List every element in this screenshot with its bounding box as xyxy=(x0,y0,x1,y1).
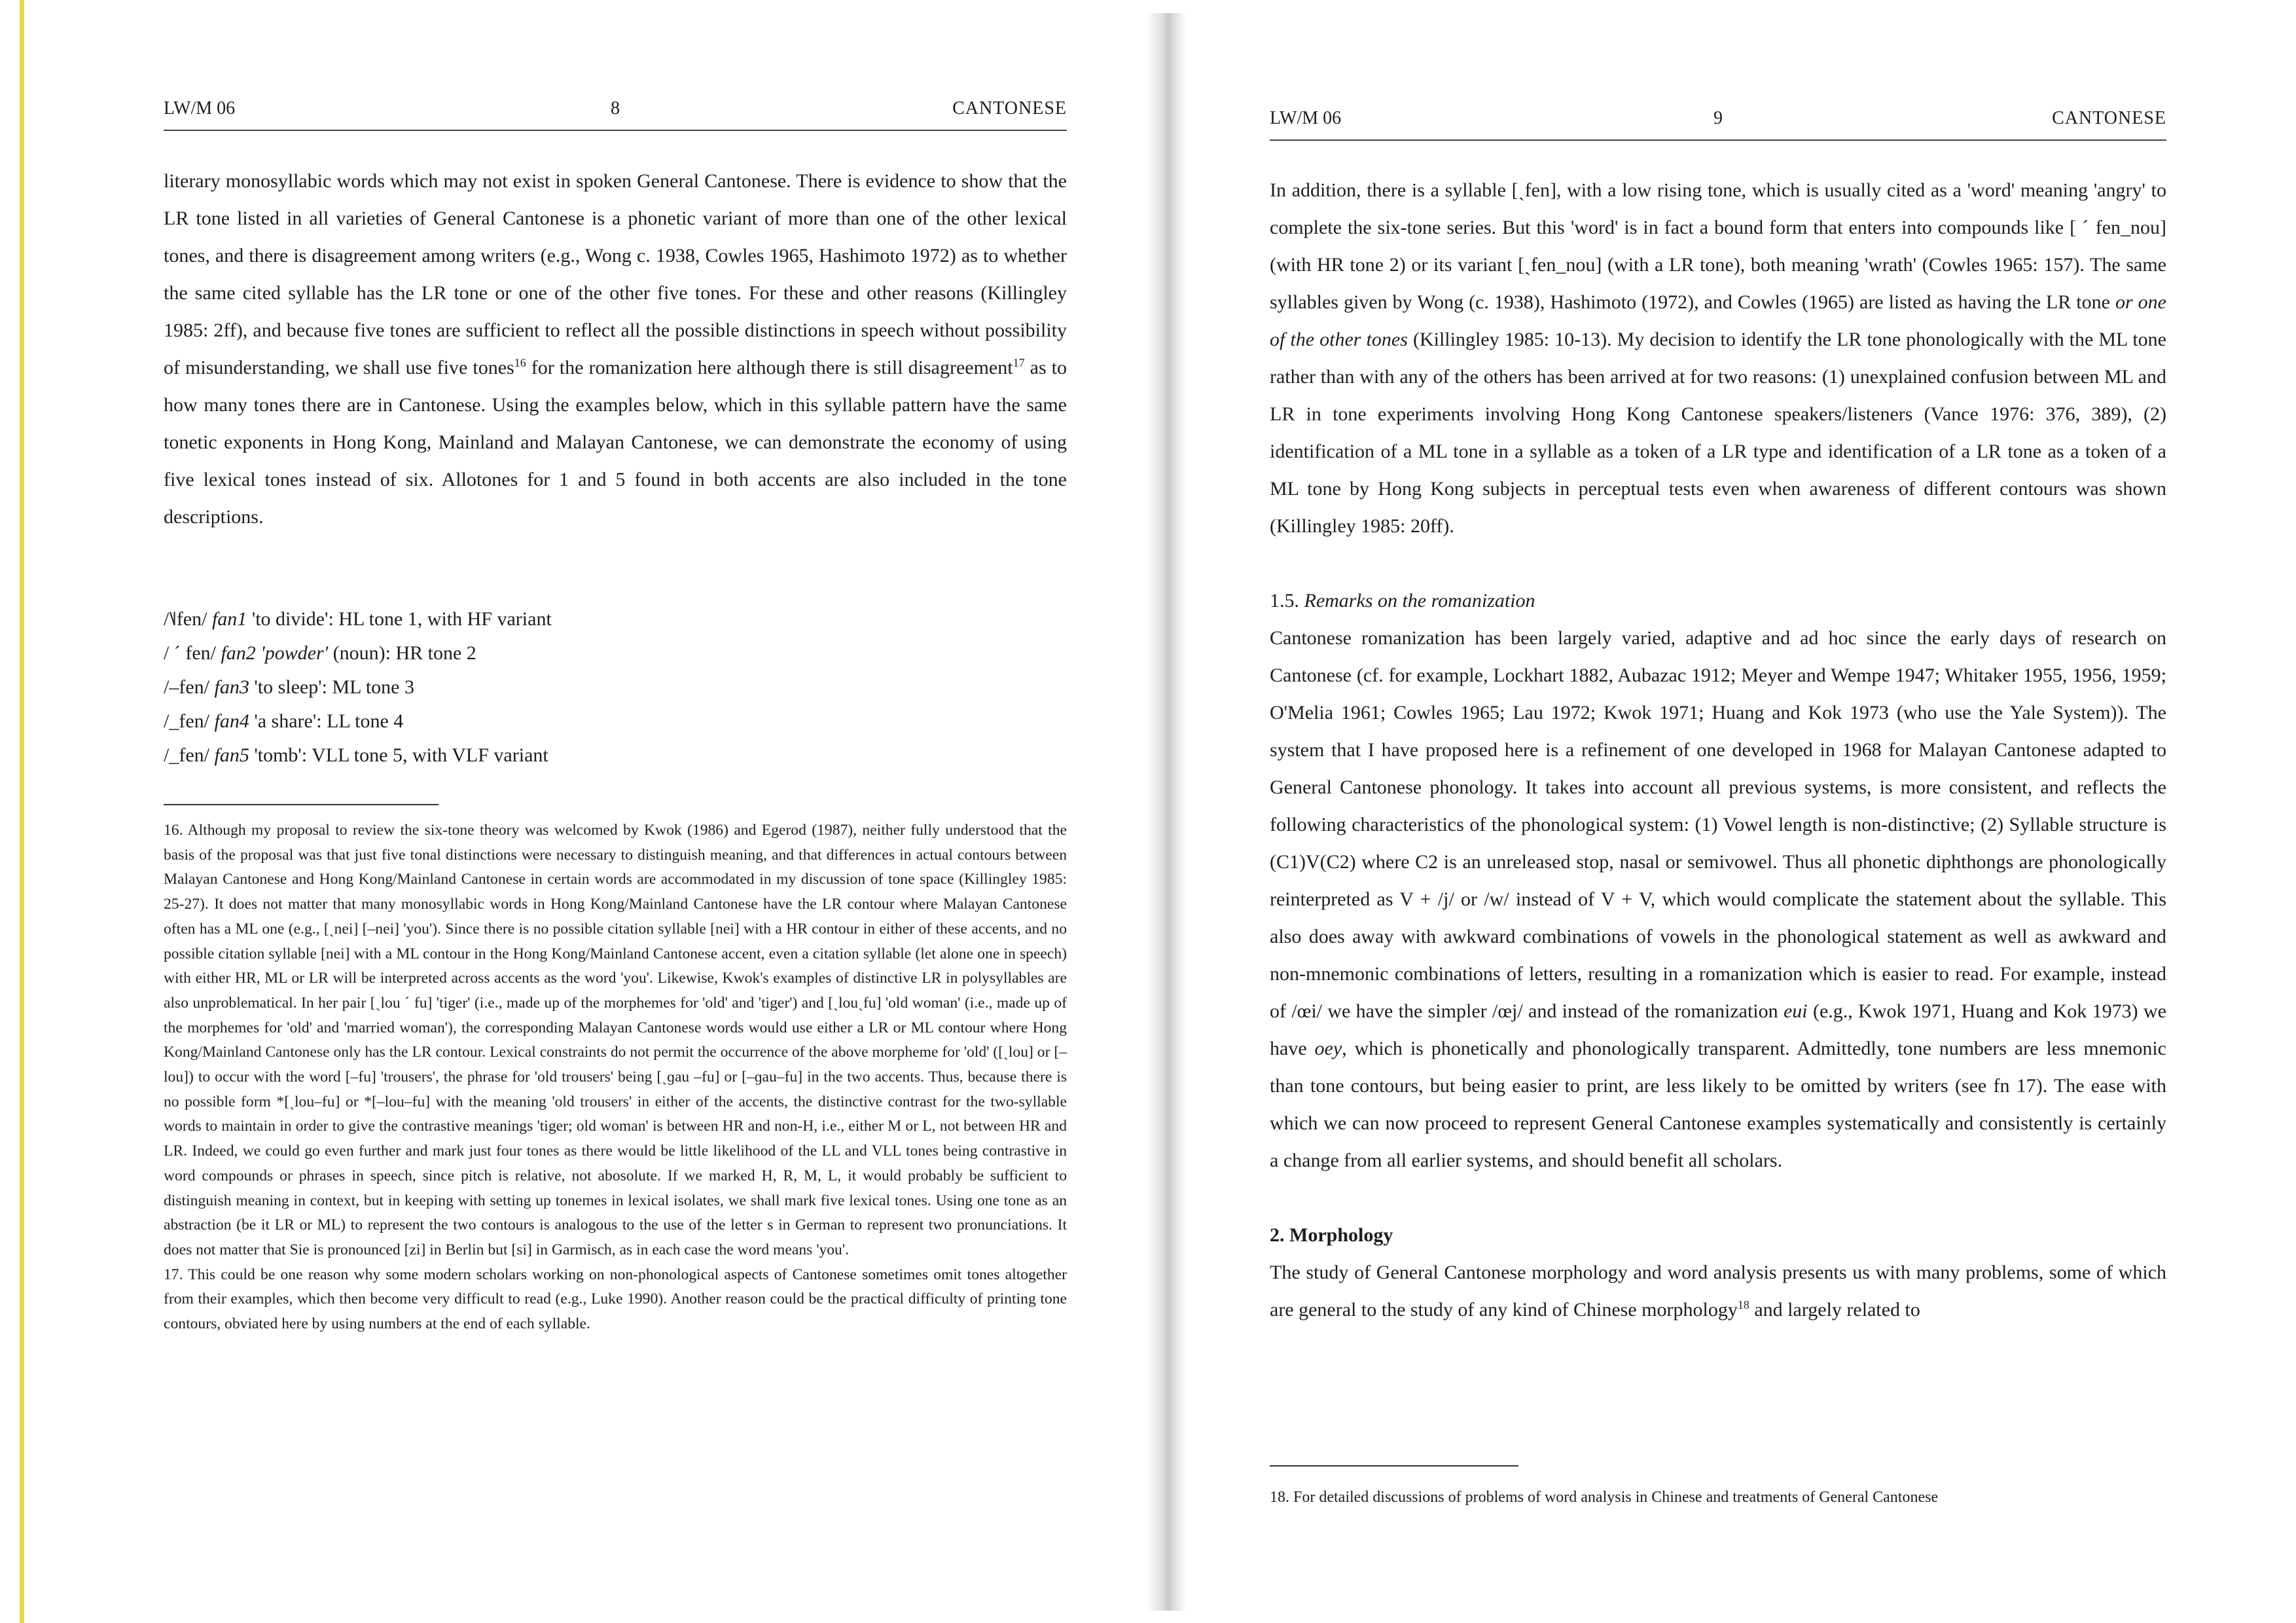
tone-example-5 xyxy=(164,739,1067,773)
footnote-ref-17[interactable]: 17 xyxy=(1013,356,1025,369)
right-header-series: LW/M 06 xyxy=(1270,108,1342,128)
tone-romanization: fan5 xyxy=(214,744,249,766)
para-1-end: (Killingley 1985: 10-13). My decision to identify the LR tone phonologically with the ML tone rather than with any of the others has been arrived at for two reasons: (1) unexplained confusion between ML and LR in tone experiments involving Hong Kong Cantonese speakers/listeners (Vance 1976: 376, 389), (2) identification of a ML tone in a syllable as a token of a LR type and identification of a LR tone as a token of a ML tone by Hong Kong subjects in perceptual tests even when awareness of different contours was shown (Killingley 1985: 20ff). xyxy=(1270,329,2167,537)
right-paragraph-3 xyxy=(1270,1254,2166,1328)
right-paragraph-2 xyxy=(1270,619,2166,1179)
left-header-series: LW/M 06 xyxy=(164,98,236,119)
section-1-5-heading xyxy=(1270,582,2166,619)
right-body-text xyxy=(1270,172,2166,1328)
left-page xyxy=(164,0,1067,1623)
page-edge-strip xyxy=(20,0,24,1623)
tone-example-4 xyxy=(164,704,1067,739)
right-running-head xyxy=(1270,108,2166,141)
para-1-text: In addition, there is a syllable [ˏfen], with a low rising tone, which is usually cited as a 'word' meaning 'angry' to complete the six-tone series. But this 'word' is in fact a bound form that enters into compounds like [ ˊ fen_nou] (with HR tone 2) or its variant [ˏfen_nou] (with a LR tone), both meaning 'wrath' (Cowles 1965: 157). The same syllables given by Wong (c. 1938), Hashimoto (1972), and Cowles (1965) are listed as having the LR tone xyxy=(1270,179,2166,313)
spacer xyxy=(1270,545,2166,582)
left-running-head xyxy=(164,98,1067,131)
left-page-number: 8 xyxy=(611,98,620,119)
tone-example-1 xyxy=(164,602,1067,636)
right-page-number: 9 xyxy=(1713,108,1723,128)
para-2-text-a: Cantonese romanization has been largely varied, adaptive and ad hoc since the early days of research on Cantonese (cf. for example, Lockhart 1882, Aubazac 1912; Meyer and Wempe 1947; Whitaker 1955, 1956, 1959; O'Melia 1961; Cowles 1965; Lau 1972; Kwok 1971; Huang and Kok 1973 (who use the Yale System)). The system that I have proposed here is a refinement of one developed in 1968 for Malayan Cantonese adapted to General Cantonese phonology. It takes into account all previous systems, is more consistent, and reflects the following characteristics of the phonological system: (1) Vowel length is non-distinctive; (2) Syllable structure is (C1)V(C2) where C2 is an unreleased stop, nasal or semivowel. Thus all phonetic diphthongs are phonologically reinterpreted as V + /j/ or /w/ instead of V + V, which would complicate the statement about the syllable. This also does away with awkward combinations of vowels in the phonological statement as well as awkward and non-mnemonic combinations of letters, resulting in a romanization which is easier to read. For example, instead of /œi/ we have the simpler /œj/ and instead of the romanization xyxy=(1270,627,2166,1022)
footnote-16: 16. Although my proposal to review the six-tone theory was welcomed by Kwok (1986) and Egerod (1987), neither fully understood that the basis of the proposal was that just five tonal distinctions were necessary to distinguish meaning, and that differences in actual contours between Malayan Cantonese and Hong Kong/Mainland Cantonese in certain words are accommodated in my discussion of tone space (Killingley 1985: 25-27). It does not matter that many monosyllabic words in Hong Kong/Mainland Cantonese have the LR contour where Malayan Cantonese often has a ML one (e.g., [ˏnei] [–nei] 'you'). Since there is no possible citation syllable [nei] with a HR contour in either of these accents, and no possible citation syllable [nei] with a ML contour in the Hong Kong/Mainland Cantonese accent, even a citation syllable (let alone one in speech) with either HR, ML or LR will be interpreted across accents as the word 'you'. Likewise, Kwok's examples of distinctive LR in polysyllables are also unproblematical. In her pair [ˏlou ˊ fu] 'tiger' (i.e., made up of the morphemes for 'old' and 'tiger') and [ˏlouˏfu] 'old woman' (i.e., made up of the morphemes for 'old' and 'married woman'), the corresponding Malayan Cantonese words would use either a LR or ML contour where Hong Kong/Mainland Cantonese only has the LR contour. Lexical constraints do not permit the occurrence of the above morpheme for 'old' ([ˏlou] or [–lou]) to occur with the word [–fu] 'trousers', the phrase for 'old trousers' being [ˏɡau –fu] or [–ɡau–fu] in the two accents. Thus, because there is no possible form *[ˏlou–fu] or *[–lou–fu] with the meaning 'old trousers' in either of the accents, the distinctive contrast for the two-syllable words to maintain in order to give the contrastive meanings 'tiger; old woman' is between HR and non-H, i.e., either M or L, not between HR and LR. Indeed, we could go even further and mark just four tones as there would be little likelihood of the LL and VLL tones being contrastive in word compounds or phrases in speech, since pitch is relative, not abosolute. If we marked H, R, M, L, it would probably be sufficient to distinguish meaning in context, but in keeping with setting up tonemes in lexical isolates, we shall mark five lexical tones. Using one tone as an abstraction (be it LR or ML) to represent the two contours is analogous to the use of the letter s in German to represent two pronunciations. It does not matter that Sie is pronounced [zi] in Berlin but [si] in Garmisch, as in each case the word means 'you'. xyxy=(164,822,1067,1258)
body-text-2: for the romanization here although there is still disagreement xyxy=(526,357,1013,378)
tone-ipa: / ˊ fen/ xyxy=(164,642,221,664)
right-footnote-rule xyxy=(1270,1465,1518,1467)
tone-description: 'to divide': HL tone 1, with HF variant xyxy=(247,608,552,630)
right-paragraph-1 xyxy=(1270,172,2166,545)
tone-ipa: /˥˩fen/ xyxy=(164,608,212,630)
para-3-text: The study of General Cantonese morphology and word analysis presents us with many problems, some of which are general to the study of any kind of Chinese morphology xyxy=(1270,1262,2166,1321)
tone-description: 'to sleep': ML tone 3 xyxy=(249,676,414,698)
para-2-text-b: (e.g., Kwok 1971, Huang and Kok 1973) we have xyxy=(1270,1000,2166,1059)
tone-example-3 xyxy=(164,670,1067,704)
romanization-eui: eui xyxy=(1783,1000,1808,1022)
section-2-heading: 2. Morphology xyxy=(1270,1224,1393,1246)
para-3-end: and largely related to xyxy=(1749,1299,1920,1321)
book-gutter xyxy=(1147,13,1186,1611)
body-text-3: as to how many tones there are in Cantonese. Using the examples below, which in this syllable pattern have the same tonetic exponents in Hong Kong, Mainland and Malayan Cantonese, we can demonstrate the economy of using five lexical tones instead of six. Allotones for 1 and 5 found in both accents are also included in the tone descriptions. xyxy=(164,357,1067,528)
para-1-italic: or one of the other tones xyxy=(1270,291,2166,350)
tone-romanization: fan3 xyxy=(214,676,249,698)
right-page xyxy=(1270,0,2166,1623)
left-footnotes xyxy=(164,818,1067,1337)
right-footnotes xyxy=(1270,1485,2166,1510)
tone-example-list xyxy=(164,602,1067,773)
footnote-18: 18. For detailed discussions of problems of word analysis in Chinese and treatments of General Cantonese xyxy=(1270,1489,1939,1506)
romanization-oey: oey xyxy=(1314,1038,1342,1059)
tone-example-2 xyxy=(164,636,1067,670)
left-body-text xyxy=(164,162,1067,536)
tone-romanization: fan1 xyxy=(211,608,247,630)
body-text-1: literary monosyllabic words which may not exist in spoken General Cantonese. There is evidence to show that the LR tone listed in all varieties of General Cantonese is a phonetic variant of more than one of the other lexical tones, and there is disagreement among writers (e.g., Wong c. 1938, Cowles 1965, Hashimoto 1972) as to whether the same cited syllable has the LR tone or one of the other five tones. For these and other reasons (Killingley 1985: 2ff), and because five tones are sufficient to reflect all the possible distinctions in speech without possibility of misunderstanding, we shall use five tones xyxy=(164,170,1067,378)
footnote-ref-16[interactable]: 16 xyxy=(514,356,526,369)
tone-description: (noun): HR tone 2 xyxy=(328,642,476,664)
footnote-17: 17. This could be one reason why some modern scholars working on non-phonological aspects of Cantonese sometimes omit tones altogether from their examples, which then become very difficult to read (e.g., Luke 1990). Another reason could be the practical difficulty of printing tone contours, obviated here by using numbers at the end of each syllable. xyxy=(164,1266,1067,1333)
footnote-ref-18[interactable]: 18 xyxy=(1737,1298,1749,1311)
left-body-paragraph xyxy=(164,162,1067,536)
tone-description: 'a share': LL tone 4 xyxy=(249,710,404,732)
section-number: 1.5. xyxy=(1270,590,1299,611)
para-2-text-c: , which is phonetically and phonologically transparent. Admittedly, tone numbers are less mnemonic than tone contours, but being easier to print, are less likely to be omitted by writers (see fn 17). The ease with which we can now proceed to represent General Cantonese examples systematically and consistently is certainly a change from all earlier systems, and should benefit all scholars. xyxy=(1270,1038,2166,1171)
left-header-title: CANTONESE xyxy=(952,98,1067,119)
tone-romanization: fan2 'powder' xyxy=(221,642,329,664)
tone-ipa: /–fen/ xyxy=(164,676,215,698)
tone-description: 'tomb': VLL tone 5, with VLF variant xyxy=(249,744,548,766)
right-header-title: CANTONESE xyxy=(2052,108,2166,128)
section-title: Remarks on the romanization xyxy=(1304,590,1535,611)
tone-ipa: /_fen/ xyxy=(164,710,215,732)
left-footnote-rule xyxy=(164,804,439,805)
tone-ipa: /_fen/ xyxy=(164,744,215,766)
spacer xyxy=(1270,1179,2166,1216)
tone-romanization: fan4 xyxy=(214,710,249,732)
